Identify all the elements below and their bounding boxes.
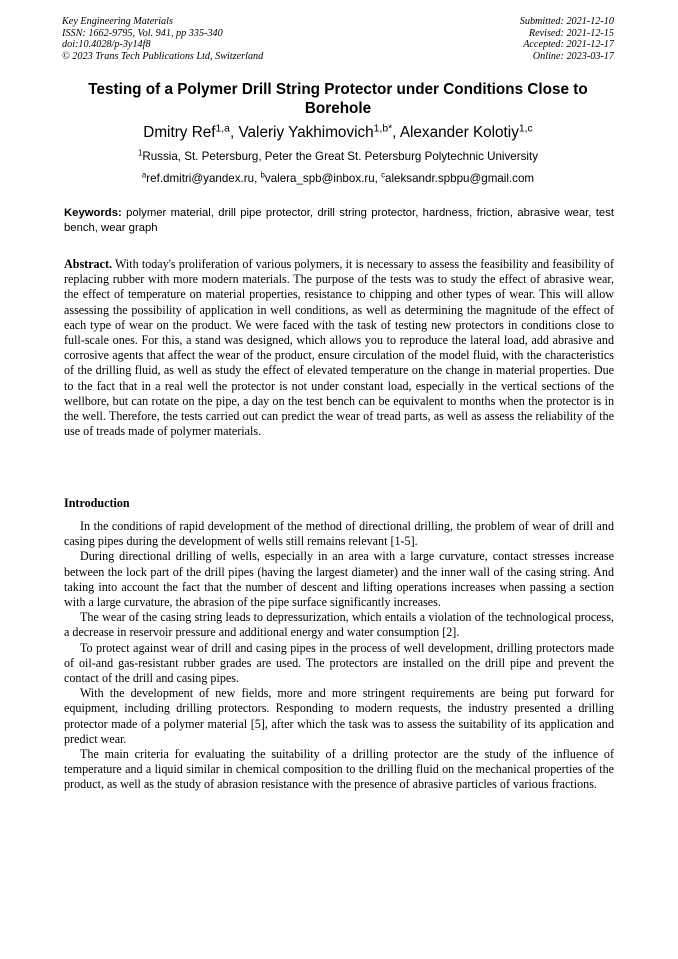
- author-list: [62, 124, 614, 142]
- paragraph: The main criteria for evaluating the suitability of a drilling protector are the study of the influence of temperature and a liquid similar in chemical composition to the drilling fluid on the mechanical properties of the product, as well as the study of abrasion resistance with the presence of abrasive particles of various fractions.: [64, 747, 614, 792]
- author-name: Dmitry Ref: [143, 124, 216, 141]
- author-name: Alexander Kolotiy: [399, 124, 519, 141]
- keywords-label: Keywords:: [64, 207, 122, 219]
- affiliation-mark: 1: [137, 148, 143, 158]
- section-heading-introduction: Introduction: [64, 496, 130, 510]
- paragraph: During directional drilling of wells, especially in an area with a large curvature, contact stresses increase between the lock part of the drill pipes (having the largest diameter) and the inner wall of the casing string. And taking into account the fact that the number of descent and lifting operations increases when passing a section with a large curvature, the abrasion of the pipe surface significantly increases.: [64, 549, 614, 610]
- keywords-text: polymer material, drill pipe protector, drill string protector, hardness, friction, abrasive wear, test bench, wear graph: [64, 207, 614, 234]
- abstract-label: Abstract.: [64, 257, 113, 271]
- keywords: [64, 206, 614, 236]
- date-accepted: Accepted: 2021-12-17: [523, 39, 614, 51]
- abstract: [64, 257, 614, 439]
- paragraph: With the development of new fields, more and more stringent requirements are being put forward for equipment, including drilling protectors. Responding to modern requests, the industry presented a drilling protector made of a polymer material [5], after which the task was to assess the suitability of its application and predict wear.: [64, 686, 614, 746]
- date-revised: Revised: 2021-12-15: [528, 27, 614, 39]
- date-submitted: Submitted: 2021-12-10: [519, 16, 614, 27]
- journal-name: Key Engineering Materials: [62, 16, 173, 27]
- affiliation-text: Russia, St. Petersburg, Peter the Great St. Petersburg Polytechnic University: [142, 150, 539, 163]
- author-emails: [62, 172, 614, 186]
- paragraph: To protect against wear of drill and casing pipes in the process of well development, drilling protectors made of oil-and gas-resistant rubber grades are used. The protectors are installed on the drill pipe and prevent the contact of the drill and casing pipes.: [64, 640, 614, 686]
- introduction-body: [64, 519, 614, 793]
- affiliation: [62, 150, 614, 164]
- paragraph: In the conditions of rapid development of the method of directional drilling, the problem of wear of drill and casing pipes during the development of wells still remains relevant [1-5].: [64, 519, 614, 549]
- date-online: Online: 2023-03-17: [532, 50, 614, 62]
- author-affil-mark: 1,a: [215, 123, 230, 135]
- journal-issn: ISSN: 1662-9795, Vol. 941, pp 335-340: [62, 27, 223, 39]
- email-mark: b: [260, 170, 265, 180]
- author-name: Valeriy Yakhimovich: [238, 124, 374, 141]
- journal-doi[interactable]: doi:10.4028/p-3y14f8: [62, 39, 151, 51]
- email-mark: c: [381, 170, 386, 180]
- email-link[interactable]: valera_spb@inbox.ru,: [264, 172, 382, 185]
- journal-copyright: © 2023 Trans Tech Publications Ltd, Switzerland: [62, 50, 264, 62]
- author-separator: ,: [392, 124, 400, 141]
- author-separator: ,: [229, 124, 239, 141]
- author-affil-mark: 1,b*: [373, 123, 393, 135]
- paper-title: Testing of a Polymer Drill String Protector under Conditions Close to Borehole: [88, 81, 588, 117]
- email-mark: a: [141, 170, 147, 180]
- journal-info: [62, 16, 263, 62]
- abstract-text: With today's proliferation of various polymers, it is necessary to assess the feasibility and feasibility of replacing rubber with more modern materials. The purpose of the tests was to study the effect of abrasive wear, the effect of temperature on material properties, resistance to chipping and other types of wear. This will allow assessing the possibility of application in well conditions, as well as determining the magnitude of the effect of each type of wear on the product. We were faced with the task of testing new protectors in conditions close to full-scale ones. For this, a stand was designed, which allows you to reproduce the lateral load, add abrasive and corrosive agents that affect the wear of the product, ensure circulation of the model fluid, with the characteristics of the drilling fluid, as well as study the effect of elevated temperature on the change in material properties. Due to the fact that in a real well the protector is not under constant load, especially in the vertical sections of the wellbore, but can rotate on the pipe, a day on the test bench can be equivalent to months when the protector is in the well. Therefore, the tests carried out can predict the wear of tread parts, as well as assess the reliability of the use of treads made of polymer materials.: [64, 257, 614, 439]
- paragraph: The wear of the casing string leads to depressurization, which entails a violation of the technological process, a decrease in reservoir pressure and additional energy and water consumption [2].: [64, 610, 614, 640]
- email-link[interactable]: aleksandr.spbpu@gmail.com: [385, 172, 535, 185]
- publication-dates: [520, 16, 614, 62]
- email-link[interactable]: ref.dmitri@yandex.ru,: [146, 172, 261, 185]
- author-affil-mark: 1,c: [518, 123, 533, 135]
